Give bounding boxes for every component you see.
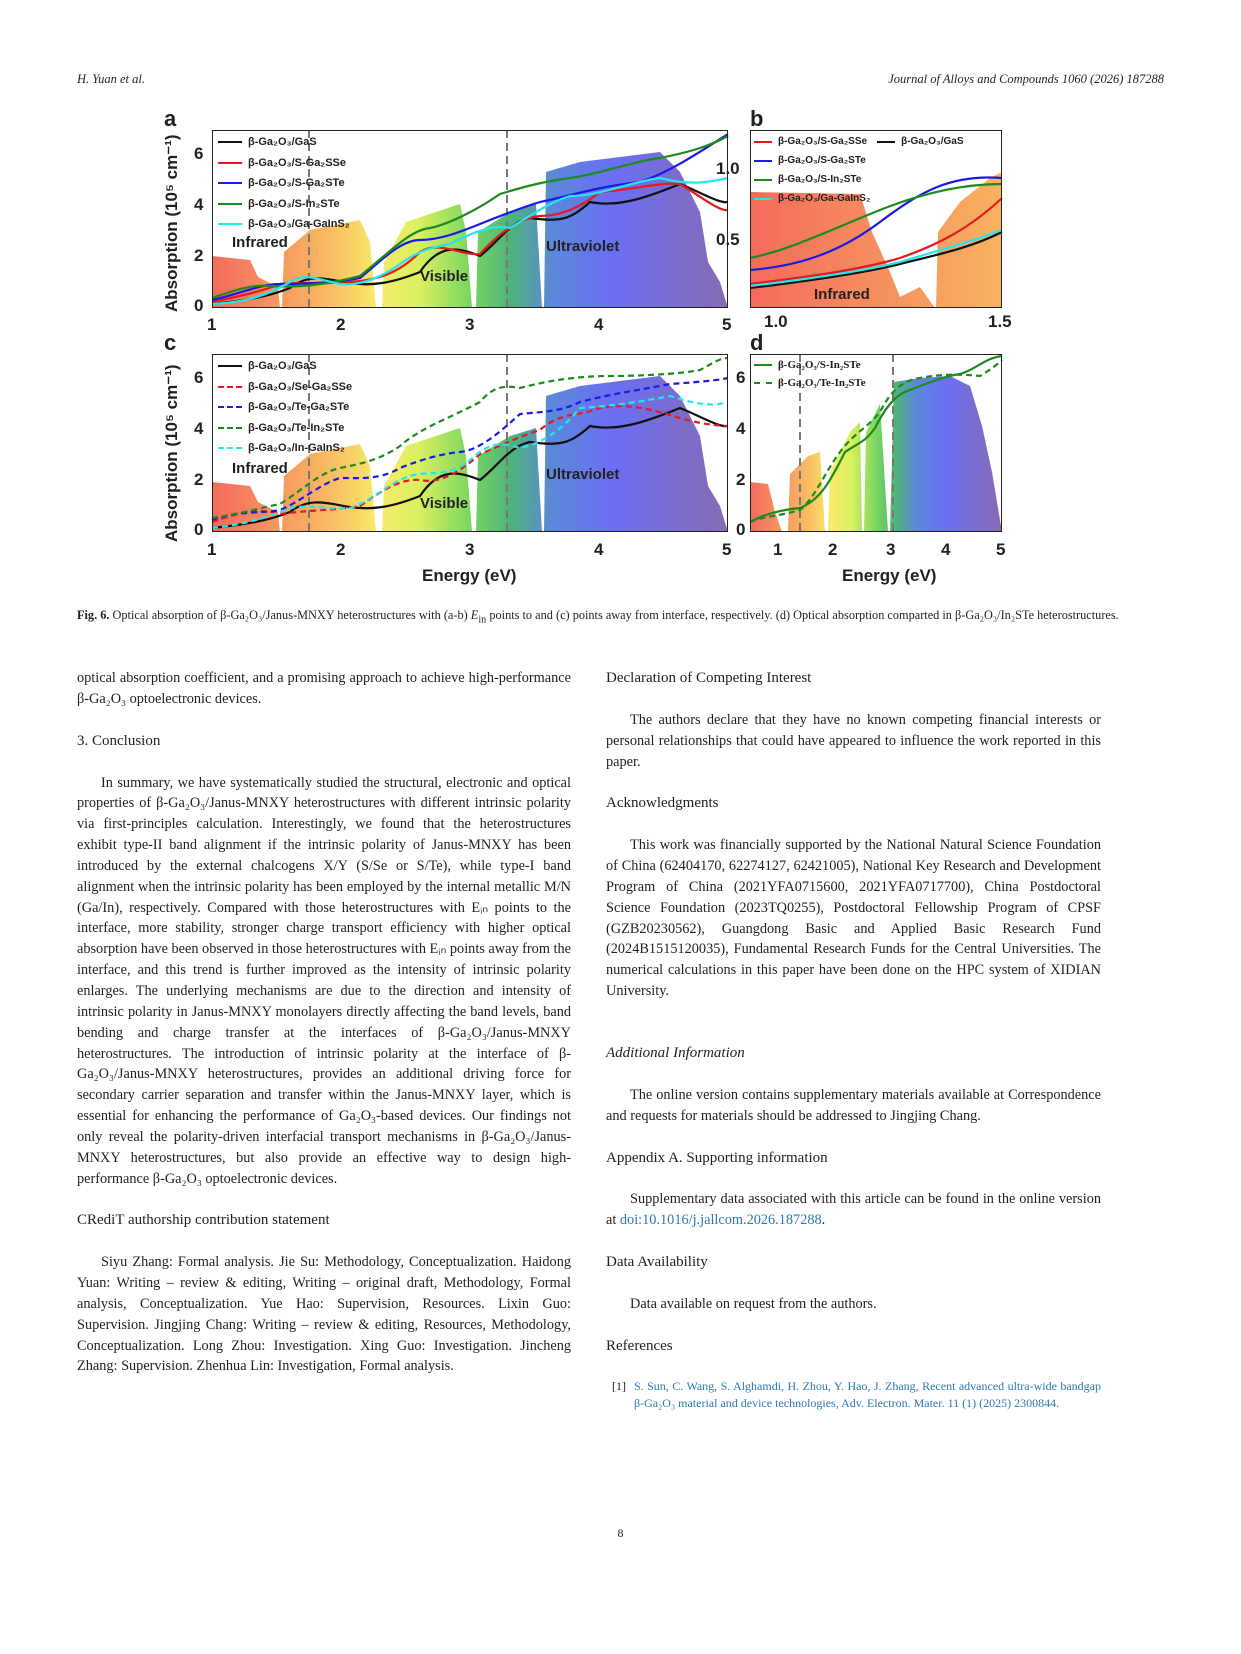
tick-x-c-1: 1	[207, 540, 217, 559]
region-ultraviolet-a: Ultraviolet	[546, 238, 620, 255]
tick-y-d-6: 6	[736, 368, 746, 387]
legend-item: β-Ga₂O₃/Te-Ga₂STe	[218, 397, 352, 418]
legend-item: β-Ga₂O₃/Se-Ga₂SSe	[218, 377, 352, 398]
tick-y-c-0: 0	[194, 520, 204, 539]
tick-x-d-5: 5	[996, 540, 1006, 559]
legend-c	[218, 356, 352, 459]
region-infrared-a: Infrared	[232, 234, 288, 251]
tick-y-c-4: 4	[194, 419, 204, 438]
competing-interest-heading: Declaration of Competing Interest	[606, 670, 812, 686]
data-availability-paragraph: Data available on request from the authors.	[630, 1295, 877, 1312]
y-axis-label-a: Absorption (10⁵ cm⁻¹)	[162, 134, 181, 312]
tick-x-c-4: 4	[594, 540, 604, 559]
running-header-journal: Journal of Alloys and Compounds 1060 (2026) 187288	[888, 72, 1164, 86]
tick-y-a-6: 6	[194, 144, 204, 163]
region-infrared-b: Infrared	[814, 286, 870, 303]
legend-swatch-black	[218, 141, 242, 143]
tick-y-a-2: 2	[194, 246, 204, 265]
tick-y-c-6: 6	[194, 368, 204, 387]
data-availability-heading: Data Availability	[606, 1254, 708, 1271]
tick-x-d-4: 4	[941, 540, 951, 559]
appendix-paragraph: Supplementary data associated with this article can be found in the online version at doi:10.1016/j.jallcom.2026.187288.	[606, 1191, 1101, 1229]
appendix-heading: Appendix A. Supporting information	[606, 1149, 828, 1166]
legend-item: β-Ga₂O₃/S-Ga₂STe	[218, 173, 350, 194]
legend-swatch-blue	[218, 182, 242, 184]
tick-x-c-2: 2	[336, 540, 346, 559]
right-column	[606, 668, 1101, 1412]
tick-y-a-4: 4	[194, 195, 204, 214]
legend-item: β-Ga₂O₃/GaS	[218, 132, 350, 153]
page-number: 8	[617, 1526, 624, 1540]
region-visible-c: Visible	[420, 495, 469, 512]
tick-y-d-0: 0	[736, 520, 746, 539]
legend-item: β-Ga₂O₃/S-Ga₂SSe β-Ga₂O₃/GaS	[754, 132, 964, 151]
tick-x-b-1.5: 1.5	[988, 312, 1012, 331]
tick-y-d-2: 2	[736, 470, 746, 489]
tick-y-b-0.5: 0.5	[716, 230, 740, 249]
region-visible-a: Visible	[420, 268, 469, 285]
legend-item: β-Ga₂O₃/Ga-GaInS₂	[754, 189, 964, 208]
tick-x-c-3: 3	[465, 540, 475, 559]
legend-item: β-Ga₂O₃/Ga-GaInS₂	[218, 214, 350, 235]
reference-item[interactable]	[606, 1378, 1101, 1412]
legend-swatch-green	[218, 203, 242, 205]
x-axis-label-d: Energy (eV)	[842, 566, 937, 585]
legend-item: β-Ga₂O₃/S-In₂STe	[754, 356, 866, 374]
running-header-authors: H. Yuan et al.	[77, 72, 145, 86]
credit-heading: CRediT authorship contribution statement	[77, 1212, 330, 1229]
reference-text[interactable]: S. Sun, C. Wang, S. Alghamdi, H. Zhou, Y. Hao, J. Zhang, Recent advanced ultra-wide bandgap β-Ga₂O₃ material and device technologies, Adv. Electron. Mater. 11 (1) (2025) 2300844.	[634, 1378, 1101, 1410]
figure-caption: Fig. 6. Optical absorption of β-Ga₂O₃/Janus-MNXY heterostructures with (a-b) $E_{in}$ points to and (c) points away from interface, respectively. (d) Optical absorption comparted in β-Ga₂O₃/In₂STe heterostructures.	[77, 608, 1119, 626]
left-column	[77, 668, 571, 1377]
tick-x-a-2: 2	[336, 315, 346, 334]
tick-x-a-3: 3	[465, 315, 475, 334]
tick-x-b-1.0: 1.0	[764, 312, 788, 331]
conclusion-paragraph: In summary, we have systematically studied the structural, electronic and optical properties of β-Ga₂O₃/Janus-MNXY heterostructures with different intrinsic polarity via first-principles calculation. Interestingly, we found that the heterostructures exhibit type-II band alignment if the intrinsic polarity of Janus-MNXY has been introduced by the external chalcogens X/Y (S/Se or S/Te), while type-I band alignment when the intrinsic polarity has been employed by the internal metallic M/N (Ga/In), respectively. Compared with those heterostructures with Eᵢₙ points to the interface, more stability, stronger charge transport efficiency with higher optical absorption have been observed in those heterostructures with Eᵢₙ points away from the interface, and this trend is further improved as the intensity of intrinsic polarity enlarges. The underlying mechanisms are due to the direction and intensity of intrinsic polarity in Janus-MNXY monolayers directly affecting the band levels, band bending and charge transfer at the interfaces of β-Ga₂O₃/Janus-MNXY heterostructures. The introduction of intrinsic polarity at the interface of β-Ga₂O₃/Janus-MNXY heterostructures, provides an additional driving force for secondary carrier separation and transfer within the Janus-MNXY layer, which is essential for enhancing the performance of Ga₂O₃-based devices. Our findings not only reveal the polarity-driven interfacial transport mechanisms in β-Ga₂O₃/Janus-MNXY heterostructures, but also provide an effective way to design high-performance β-Ga₂O₃ optoelectronic devices.	[77, 774, 571, 1187]
tick-x-c-5: 5	[722, 540, 732, 559]
legend-swatch-cyan	[218, 223, 242, 225]
intro-paragraph: optical absorption coefficient, and a promising approach to achieve high-performance β-Ga₂O₃ optoelectronic devices.	[77, 670, 571, 707]
references-heading: References	[606, 1337, 673, 1354]
figure-6	[160, 106, 1080, 632]
competing-interest-paragraph: The authors declare that they have no known competing financial interests or personal relationships that could have appeared to influence the work reported in this paper.	[606, 711, 1101, 770]
x-axis-label-c: Energy (eV)	[422, 566, 517, 585]
tick-x-d-3: 3	[886, 540, 896, 559]
tick-x-a-4: 4	[594, 315, 604, 334]
tick-x-a-1: 1	[207, 315, 217, 334]
reference-number: [1]	[612, 1378, 626, 1393]
tick-x-a-5: 5	[722, 315, 732, 334]
panel-a-letter: a	[164, 106, 177, 131]
conclusion-heading: 3. Conclusion	[77, 732, 161, 749]
legend-item: β-Ga₂O₃/Te-In₂STe	[218, 418, 352, 439]
caption-label: Fig. 6.	[77, 608, 110, 622]
panel-b-letter: b	[750, 106, 764, 131]
legend-swatch-red	[218, 162, 242, 164]
additional-info-heading: Additional Information	[606, 1044, 745, 1061]
acknowledgments-paragraph: This work was financially supported by the National Natural Science Foundation of China (62404170, 62274127, 62421005), National Key Research and Development Program of China (2021YFA0715600, 2021YFA0717700), China Postdoctoral Science Foundation (2023TQ0255), Postdoctoral Fellowship Program of CPSF (GZB20230562), Guangdong Basic and Applied Basic Research Fund (2024B1515120035), Fundamental Research Funds for the Central Universities. The numerical calculations in this paper have been done on the HPC system of XIDIAN University.	[606, 837, 1101, 1000]
panel-c-letter: c	[164, 330, 177, 355]
panel-d-letter: d	[750, 330, 764, 355]
additional-info-paragraph: The online version contains supplementary materials available at Correspondence and requests for materials should be addressed to Jingjing Chang.	[606, 1086, 1101, 1124]
legend-item: β-Ga₂O₃/In-GaInS₂	[218, 438, 352, 459]
legend-item: β-Ga₂O₃/S-In₂STe	[754, 170, 964, 189]
tick-y-b-1.0: 1.0	[716, 159, 740, 178]
legend-item: β-Ga₂O₃/Te-In₂STe	[754, 374, 866, 392]
legend-item: β-Ga₂O₃/S-Ga₂SSe	[218, 153, 350, 174]
legend-item: β-Ga₂O₃/S-In₂STe	[218, 194, 350, 215]
acknowledgments-heading: Acknowledgments	[606, 795, 719, 812]
legend-d	[754, 356, 866, 392]
tick-y-a-0: 0	[194, 296, 204, 315]
region-ultraviolet-c: Ultraviolet	[546, 466, 620, 483]
region-infrared-c: Infrared	[232, 460, 288, 477]
tick-y-c-2: 2	[194, 470, 204, 489]
tick-x-d-1: 1	[773, 540, 783, 559]
legend-item: β-Ga₂O₃/GaS	[218, 356, 352, 377]
legend-item: β-Ga₂O₃/S-Ga₂STe	[754, 151, 964, 170]
tick-x-d-2: 2	[828, 540, 838, 559]
y-axis-label-c: Absorption (10⁵ cm⁻¹)	[162, 364, 181, 542]
legend-a	[218, 132, 350, 235]
legend-b	[754, 132, 964, 208]
tick-y-d-4: 4	[736, 419, 746, 438]
credit-paragraph: Siyu Zhang: Formal analysis. Jie Su: Methodology, Conceptualization. Haidong Yuan: Writing – review & editing, Writing – original draft, Methodology, Formal analysis, Conceptualization. Yue Hao: Supervision, Resources. Lixin Guo: Supervision. Jingjing Chang: Writing – review & editing, Resources, Methodology, Conceptualization. Long Zhou: Investigation. Xing Guo: Investigation. Jincheng Zhang: Supervision. Zhenhua Lin: Investigation, Formal analysis.	[77, 1254, 571, 1375]
doi-link[interactable]: doi:10.1016/j.jallcom.2026.187288	[619, 1212, 822, 1229]
